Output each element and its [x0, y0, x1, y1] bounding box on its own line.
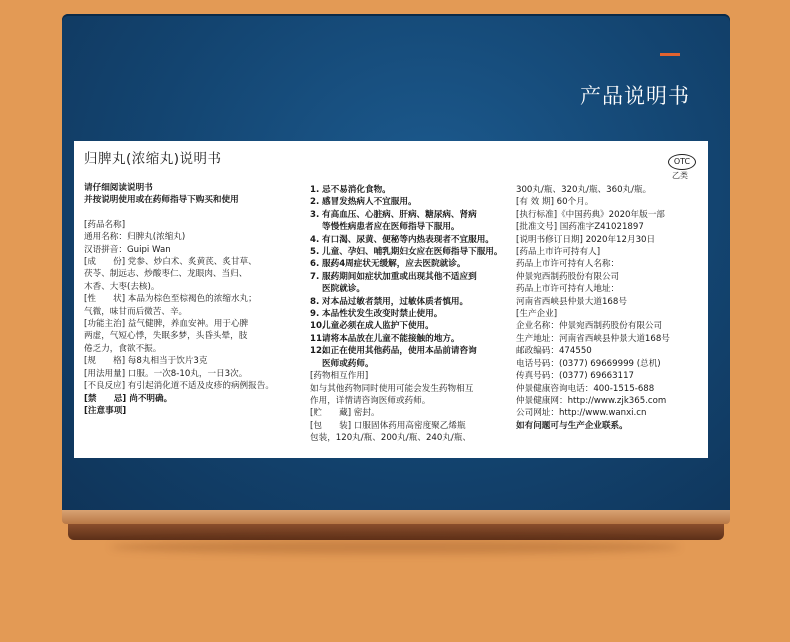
- precaution-number: 6.: [310, 259, 320, 270]
- text-line: 汉语拼音：Guipi Wan: [84, 244, 171, 255]
- precaution-text: 有高血压、心脏病、肝病、糖尿病、肾病: [322, 209, 477, 220]
- precaution-number: [310, 221, 322, 233]
- precaution-number: 8.: [310, 296, 320, 307]
- precaution-item: [310, 196, 510, 208]
- header-accent-bar: [660, 53, 680, 56]
- precaution-text: 服药期间如症状加重或出现其他不适应到: [322, 271, 477, 282]
- column-middle: [310, 184, 510, 445]
- precaution-item: [310, 308, 510, 320]
- text-line: 生产地址：河南省西峡县仲景大道168号: [516, 333, 670, 344]
- precaution-number: 7.: [310, 271, 320, 282]
- display-ledge: [62, 510, 730, 524]
- text-line: [用法用量] 口服。一次8-10丸，一日3次。: [84, 368, 248, 379]
- display-base: [68, 524, 724, 540]
- text-line: [注意事项]: [84, 405, 127, 416]
- precaution-text: 等慢性病患者应在医师指导下服用。: [322, 222, 460, 233]
- precaution-item: [310, 358, 510, 370]
- precaution-text: 请将本品放在儿童不能接触的地方。: [322, 333, 460, 344]
- text-line: 请仔细阅读说明书: [84, 183, 153, 193]
- text-line: [有 效 期] 60个月。: [516, 197, 594, 208]
- text-line: [成 份] 党参、炒白术、炙黄芪、炙甘草、: [84, 257, 257, 268]
- precaution-number: 12.: [310, 346, 326, 357]
- text-line: 公司网址：http://www.wanxi.cn: [516, 408, 647, 419]
- precaution-text: 如正在使用其他药品，使用本品前请咨询: [322, 346, 477, 357]
- precaution-item: [310, 271, 510, 283]
- precautions-list: [310, 184, 510, 370]
- text-line: [包 装] 口服固体药用高密度聚乙烯瓶: [310, 420, 466, 431]
- column-left: [84, 182, 300, 417]
- text-line: 药品上市许可持有人名称：: [516, 259, 620, 270]
- text-line: [性 状] 本品为棕色至棕褐色的浓缩水丸；: [84, 294, 257, 305]
- precaution-text: 医师或药师。: [322, 358, 374, 369]
- otc-category: 乙类: [672, 171, 688, 180]
- text-line: [生产企业]: [516, 309, 558, 320]
- precaution-number: 3.: [310, 209, 320, 220]
- precaution-item: [310, 258, 510, 270]
- text-line: [禁 忌] 尚不明确。: [84, 393, 173, 404]
- precaution-number: [310, 283, 322, 295]
- precaution-text: 感冒发热病人不宜服用。: [322, 197, 417, 208]
- text-line: 两虚，气短心悸，失眠多梦，头昏头晕，肢: [84, 331, 248, 342]
- precaution-item: [310, 221, 510, 233]
- text-line: 企业名称：仲景宛西制药股份有限公司: [516, 321, 663, 332]
- text-line: 仲景宛西制药股份有限公司: [516, 271, 620, 282]
- precaution-number: 4.: [310, 234, 320, 245]
- text-line: 河南省西峡县仲景大道168号: [516, 296, 627, 307]
- text-line: [功能主治] 益气健脾，养血安神。用于心脾: [84, 319, 249, 330]
- page-title: 产品说明书: [580, 84, 690, 108]
- text-line: [执行标准]《中国药典》2020年版一部: [516, 209, 665, 220]
- text-line: [不良反应] 有引起消化道不适及皮疹的病例报告。: [84, 381, 274, 392]
- precaution-text: 儿童必须在成人监护下使用。: [322, 321, 434, 332]
- text-line: 药品上市许可持有人地址：: [516, 284, 620, 295]
- precaution-text: 儿童、孕妇、哺乳期妇女应在医师指导下服用。: [322, 247, 503, 258]
- precaution-number: 11.: [310, 333, 326, 344]
- precaution-item: [310, 283, 510, 295]
- precaution-text: 医院就诊。: [322, 284, 365, 295]
- precaution-text: 本品性状发生改变时禁止使用。: [322, 309, 443, 320]
- text-line: 如有问题可与生产企业联系。: [516, 420, 628, 431]
- text-line: 仲景健康网：http://www.zjk365.com: [516, 395, 667, 406]
- text-line: 并按说明使用或在药师指导下购买和使用: [84, 195, 239, 206]
- precaution-text: 有口渴、尿黄、便秘等内热表现者不宜服用。: [322, 234, 494, 245]
- precaution-text: 服药4周症状无缓解，应去医院就诊。: [322, 259, 466, 270]
- text-line: 电话号码：(0377) 69669999 (总机): [516, 358, 661, 369]
- precaution-item: [310, 320, 510, 332]
- precaution-text: 忌不易消化食物。: [322, 185, 391, 195]
- text-line: 包装，120丸/瓶、200丸/瓶、240丸/瓶、: [310, 433, 472, 444]
- spacer: [84, 207, 300, 219]
- text-line: 仲景健康咨询电话：400-1515-688: [516, 383, 655, 394]
- precaution-item: [310, 234, 510, 246]
- text-line: 茯苓、制远志、炒酸枣仁、龙眼肉、当归、: [84, 269, 248, 280]
- precaution-item: [310, 246, 510, 258]
- otc-badge: OTC: [668, 154, 696, 170]
- text-line: [批准文号] 国药准字Z41021897: [516, 222, 644, 233]
- instruction-sheet: [74, 141, 708, 458]
- text-line: [药品名称]: [84, 219, 126, 230]
- text-line: 如与其他药物同时使用可能会发生药物相互: [310, 383, 474, 394]
- precaution-item: [310, 333, 510, 345]
- column-right: [516, 184, 704, 432]
- text-line: [说明书修订日期] 2020年12月30日: [516, 234, 656, 245]
- precaution-number: 2.: [310, 197, 320, 208]
- text-line: 木香、大枣(去核)。: [84, 281, 160, 292]
- precaution-number: 9.: [310, 309, 320, 320]
- precaution-item: [310, 345, 510, 357]
- text-line: 通用名称：归脾丸(浓缩丸): [84, 232, 186, 243]
- precaution-text: 对本品过敏者禁用，过敏体质者慎用。: [322, 296, 469, 307]
- text-line: [药物相互作用]: [310, 371, 369, 382]
- text-line: 邮政编码：474550: [516, 346, 592, 357]
- text-line: 作用，详情请咨询医师或药师。: [310, 395, 431, 406]
- precaution-number: 5.: [310, 247, 320, 258]
- text-line: 300丸/瓶、320丸/瓶、360丸/瓶。: [516, 185, 652, 195]
- text-line: 倦乏力，食欲不振。: [84, 343, 162, 354]
- base-shadow: [110, 540, 680, 554]
- precaution-number: 10.: [310, 321, 326, 332]
- precaution-item: [310, 296, 510, 308]
- text-line: 气微，味甘而后微苦、辛。: [84, 306, 188, 317]
- precaution-item: [310, 184, 510, 196]
- document-title: 归脾丸(浓缩丸)说明书: [84, 151, 222, 167]
- text-line: 传真号码：(0377) 69663117: [516, 371, 635, 382]
- text-line: [贮 藏] 密封。: [310, 408, 380, 419]
- precaution-number: 1.: [310, 185, 320, 195]
- text-line: [规 格] 每8丸相当于饮片3克: [84, 356, 208, 367]
- interactions-section: [310, 370, 510, 444]
- precaution-number: [310, 358, 322, 370]
- text-line: [药品上市许可持有人]: [516, 247, 601, 258]
- precaution-item: [310, 209, 510, 221]
